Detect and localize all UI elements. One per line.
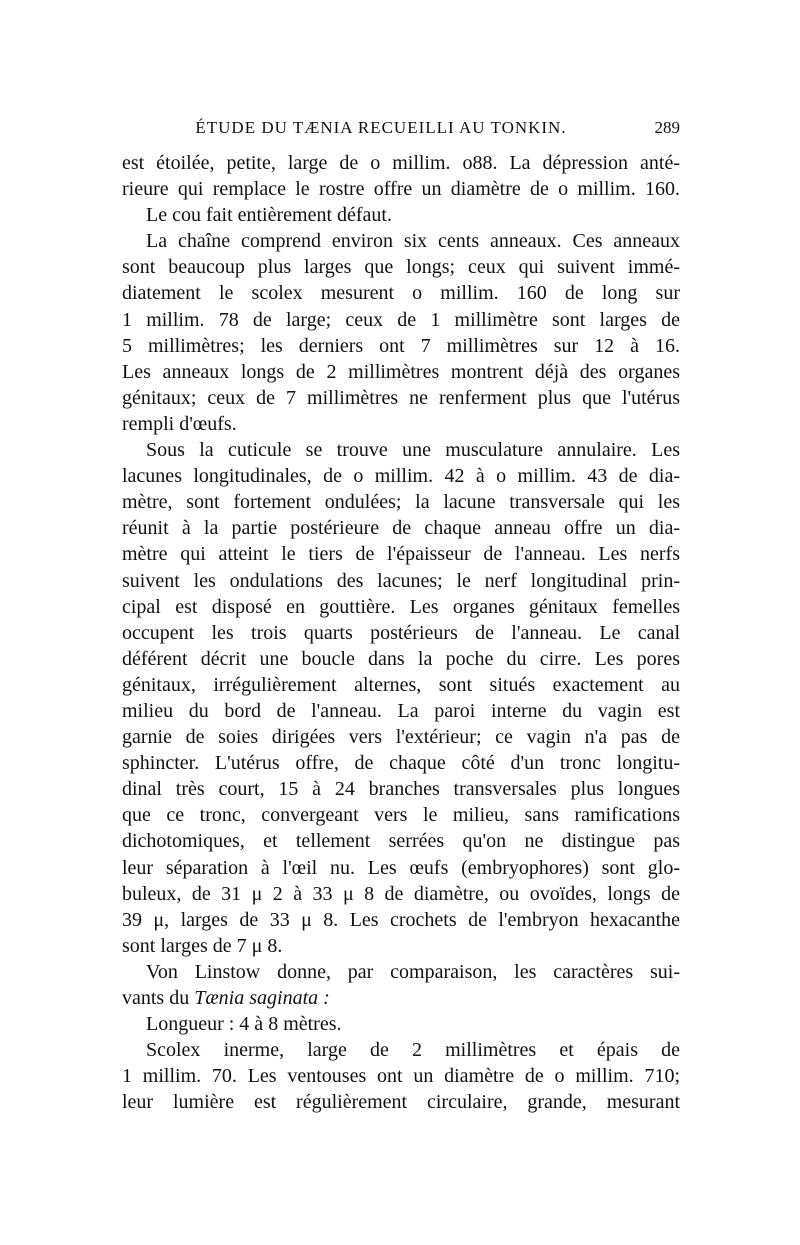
text-line: diatement le scolex mesurent o millim. 160 de long sur (122, 282, 680, 305)
text-line: rieure qui remplace le rostre offre un diamètre de o millim. 160. (122, 178, 680, 201)
text-line: lacunes longitudinales, de o millim. 42 à o millim. 43 de dia- (122, 465, 680, 488)
text-line: rempli d'œufs. (122, 412, 237, 435)
text-fragment: vants du (122, 987, 195, 1009)
running-head (122, 118, 680, 142)
text-line: Le cou fait entièrement défaut. (146, 204, 392, 227)
text-line: garnie de soies dirigées vers l'extérieur; ce vagin n'a pas de (122, 726, 680, 749)
text-line: leur lumière est régulièrement circulaire, grande, mesurant (122, 1091, 680, 1114)
text-line: sphincter. L'utérus offre, de chaque côté d'un tronc longitu- (122, 752, 680, 775)
text-line: 39 μ, larges de 33 μ 8. Les crochets de l'embryon hexacanthe (122, 908, 680, 931)
page-number: 289 (654, 118, 680, 137)
text-line: Longueur : 4 à 8 mètres. (146, 1013, 342, 1036)
text-line: milieu du bord de l'anneau. La paroi interne du vagin est (122, 699, 680, 722)
text-line: sont beaucoup plus larges que longs; ceux qui suivent immé- (122, 256, 680, 279)
text-line: buleux, de 31 μ 2 à 33 μ 8 de diamètre, ou ovoïdes, longs de (122, 882, 680, 905)
text-line: Sous la cuticule se trouve une musculature annulaire. Les (146, 439, 680, 462)
text-line: leur séparation à l'œil nu. Les œufs (embryophores) sont glo- (122, 856, 680, 879)
text-line: mètre qui atteint le tiers de l'épaisseur de l'anneau. Les nerfs (122, 543, 680, 566)
text-line: que ce tronc, convergeant vers le milieu, sans ramifications (122, 804, 680, 827)
text-line: suivent les ondulations des lacunes; le nerf longitudinal prin- (122, 569, 680, 592)
text-line: génitaux, irrégulièrement alternes, sont situés exactement au (122, 673, 680, 696)
text-line: est étoilée, petite, large de o millim. o88. La dépression anté- (122, 152, 680, 174)
text-line: déférent décrit une boucle dans la poche du cirre. Les pores (122, 647, 680, 670)
text-line: mètre, sont fortement ondulées; la lacune transversale qui les (122, 491, 680, 514)
species-name: Tænia saginata : (194, 987, 330, 1009)
text-line: dichotomiques, et tellement serrées qu'on ne distingue pas (122, 830, 680, 853)
text-line: dinal très court, 15 à 24 branches transversales plus longues (122, 778, 680, 801)
text-line: Les anneaux longs de 2 millimètres montrent déjà des organes (122, 360, 680, 383)
text-line: Scolex inerme, large de 2 millimètres et épais de (146, 1039, 680, 1062)
text-line: occupent les trois quarts postérieurs de l'anneau. Le canal (122, 621, 680, 644)
text-line: 5 millimètres; les derniers ont 7 millimètres sur 12 à 16. (122, 334, 680, 357)
text-line (122, 985, 680, 1011)
text-line: génitaux; ceux de 7 millimètres ne renferment plus que l'utérus (122, 386, 680, 409)
text-line: sont larges de 7 μ 8. (122, 934, 283, 957)
text-line: cipal est disposé en gouttière. Les organes génitaux femelles (122, 595, 680, 618)
page-header-title: ÉTUDE DU TÆNIA RECUEILLI AU TONKIN. (195, 118, 567, 137)
text-line: 1 millim. 78 de large; ceux de 1 millimètre sont larges de (122, 308, 680, 331)
text-line: réunit à la partie postérieure de chaque anneau offre un dia- (122, 517, 680, 540)
text-line: Von Linstow donne, par comparaison, les caractères sui- (146, 960, 680, 983)
body-text (122, 150, 680, 1115)
text-line: La chaîne comprend environ six cents anneaux. Ces anneaux (146, 230, 680, 253)
text-line: 1 millim. 70. Les ventouses ont un diamètre de o millim. 710; (122, 1065, 680, 1088)
